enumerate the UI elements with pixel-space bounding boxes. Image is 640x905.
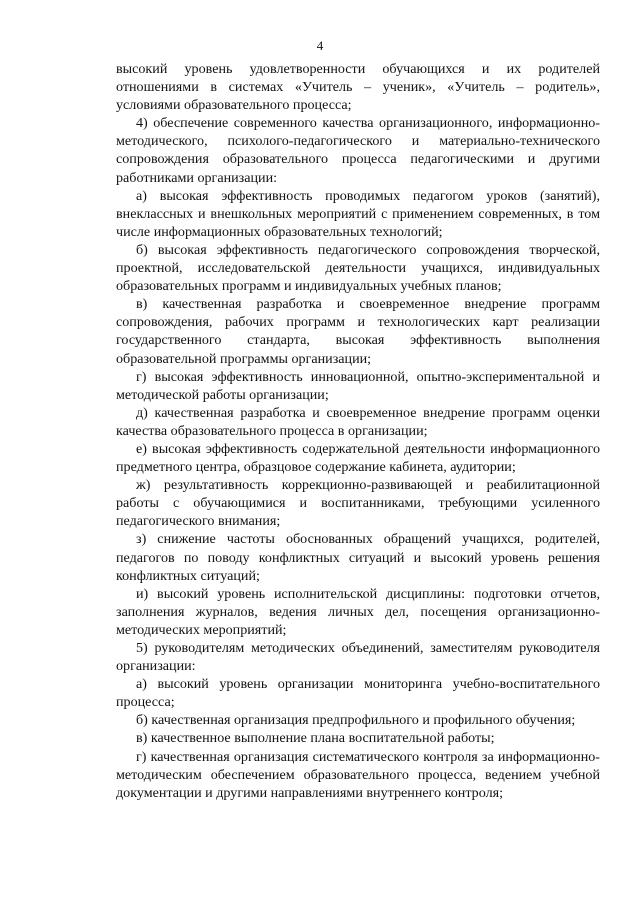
paragraph-item-5: 5) руководителям методических объединений, заместителям руководителя организации: (116, 640, 600, 675)
paragraph-item-5v: в) качественное выполнение плана воспитательной работы; (136, 730, 495, 747)
paragraph-item-4g: г) высокая эффективность инновационной, опытно-экспериментальной и методической работы организации; (116, 368, 600, 403)
paragraph-item-4a: а) высокая эффективность проводимых педагогом уроков (занятий), внеклассных и внешкольных мероприятий с применением современных, в том числе информационных образовательных технологий; (116, 187, 600, 240)
paragraph-satisfaction-level: высокий уровень удовлетворенности обучающихся и их родителей отношениями в системах «Учитель – ученик», «Учитель – родитель», условиями образовательного процесса; (116, 61, 600, 114)
paragraph-item-4v: в) качественная разработка и своевременное внедрение программ сопровождения, рабочих программ и технологических карт реализации государственного стандарта, высокая эффективность выполнения образовательной программы организации; (116, 296, 600, 367)
page-number: 4 (316, 38, 324, 53)
paragraph-item-4b: б) высокая эффективность педагогического сопровождения творческой, проектной, исследовательской деятельности учащихся, индивидуальных образовательных программ и индивидуальных учебных планов; (116, 241, 600, 295)
paragraph-item-5b: б) качественная организация предпрофильного и профильного обучения; (136, 712, 576, 729)
paragraph-item-4z: з) снижение частоты обоснованных обращений учащихся, родителей, педагогов по поводу конфликтных ситуаций и высокий уровень решения конфликтных ситуаций; (116, 531, 600, 584)
paragraph-item-4: 4) обеспечение современного качества организационного, информационно-методического, психолого-педагогического и материально-технического сопровождения образовательного процесса педагогическими и другими работниками организации: (116, 115, 600, 186)
document-body (116, 60, 600, 802)
paragraph-item-5a: а) высокий уровень организации мониторинга учебно-воспитательного процесса; (116, 676, 600, 711)
paragraph-item-4e: е) высокая эффективность содержательной деятельности информационного предметного центра, образцовое содержание кабинета, аудитории; (116, 440, 600, 476)
paragraph-item-5g: г) качественная организация систематического контроля за информационно-методическим обеспечением образовательного процесса, ведением учебной документации и другими направлениями внутреннего контроля; (116, 748, 600, 801)
paragraph-item-4zh: ж) результативность коррекционно-развивающей и реабилитационной работы с обучающимися и воспитанниками, требующими усиленного педагогического внимания; (116, 477, 600, 530)
paragraph-item-4d: д) качественная разработка и своевременное внедрение программ оценки качества образовательного процесса в организации; (116, 404, 600, 439)
paragraph-item-4i: и) высокий уровень исполнительской дисциплины: подготовки отчетов, заполнения журналов, ведения личных дел, посещения организационно-методических мероприятий; (116, 585, 600, 638)
